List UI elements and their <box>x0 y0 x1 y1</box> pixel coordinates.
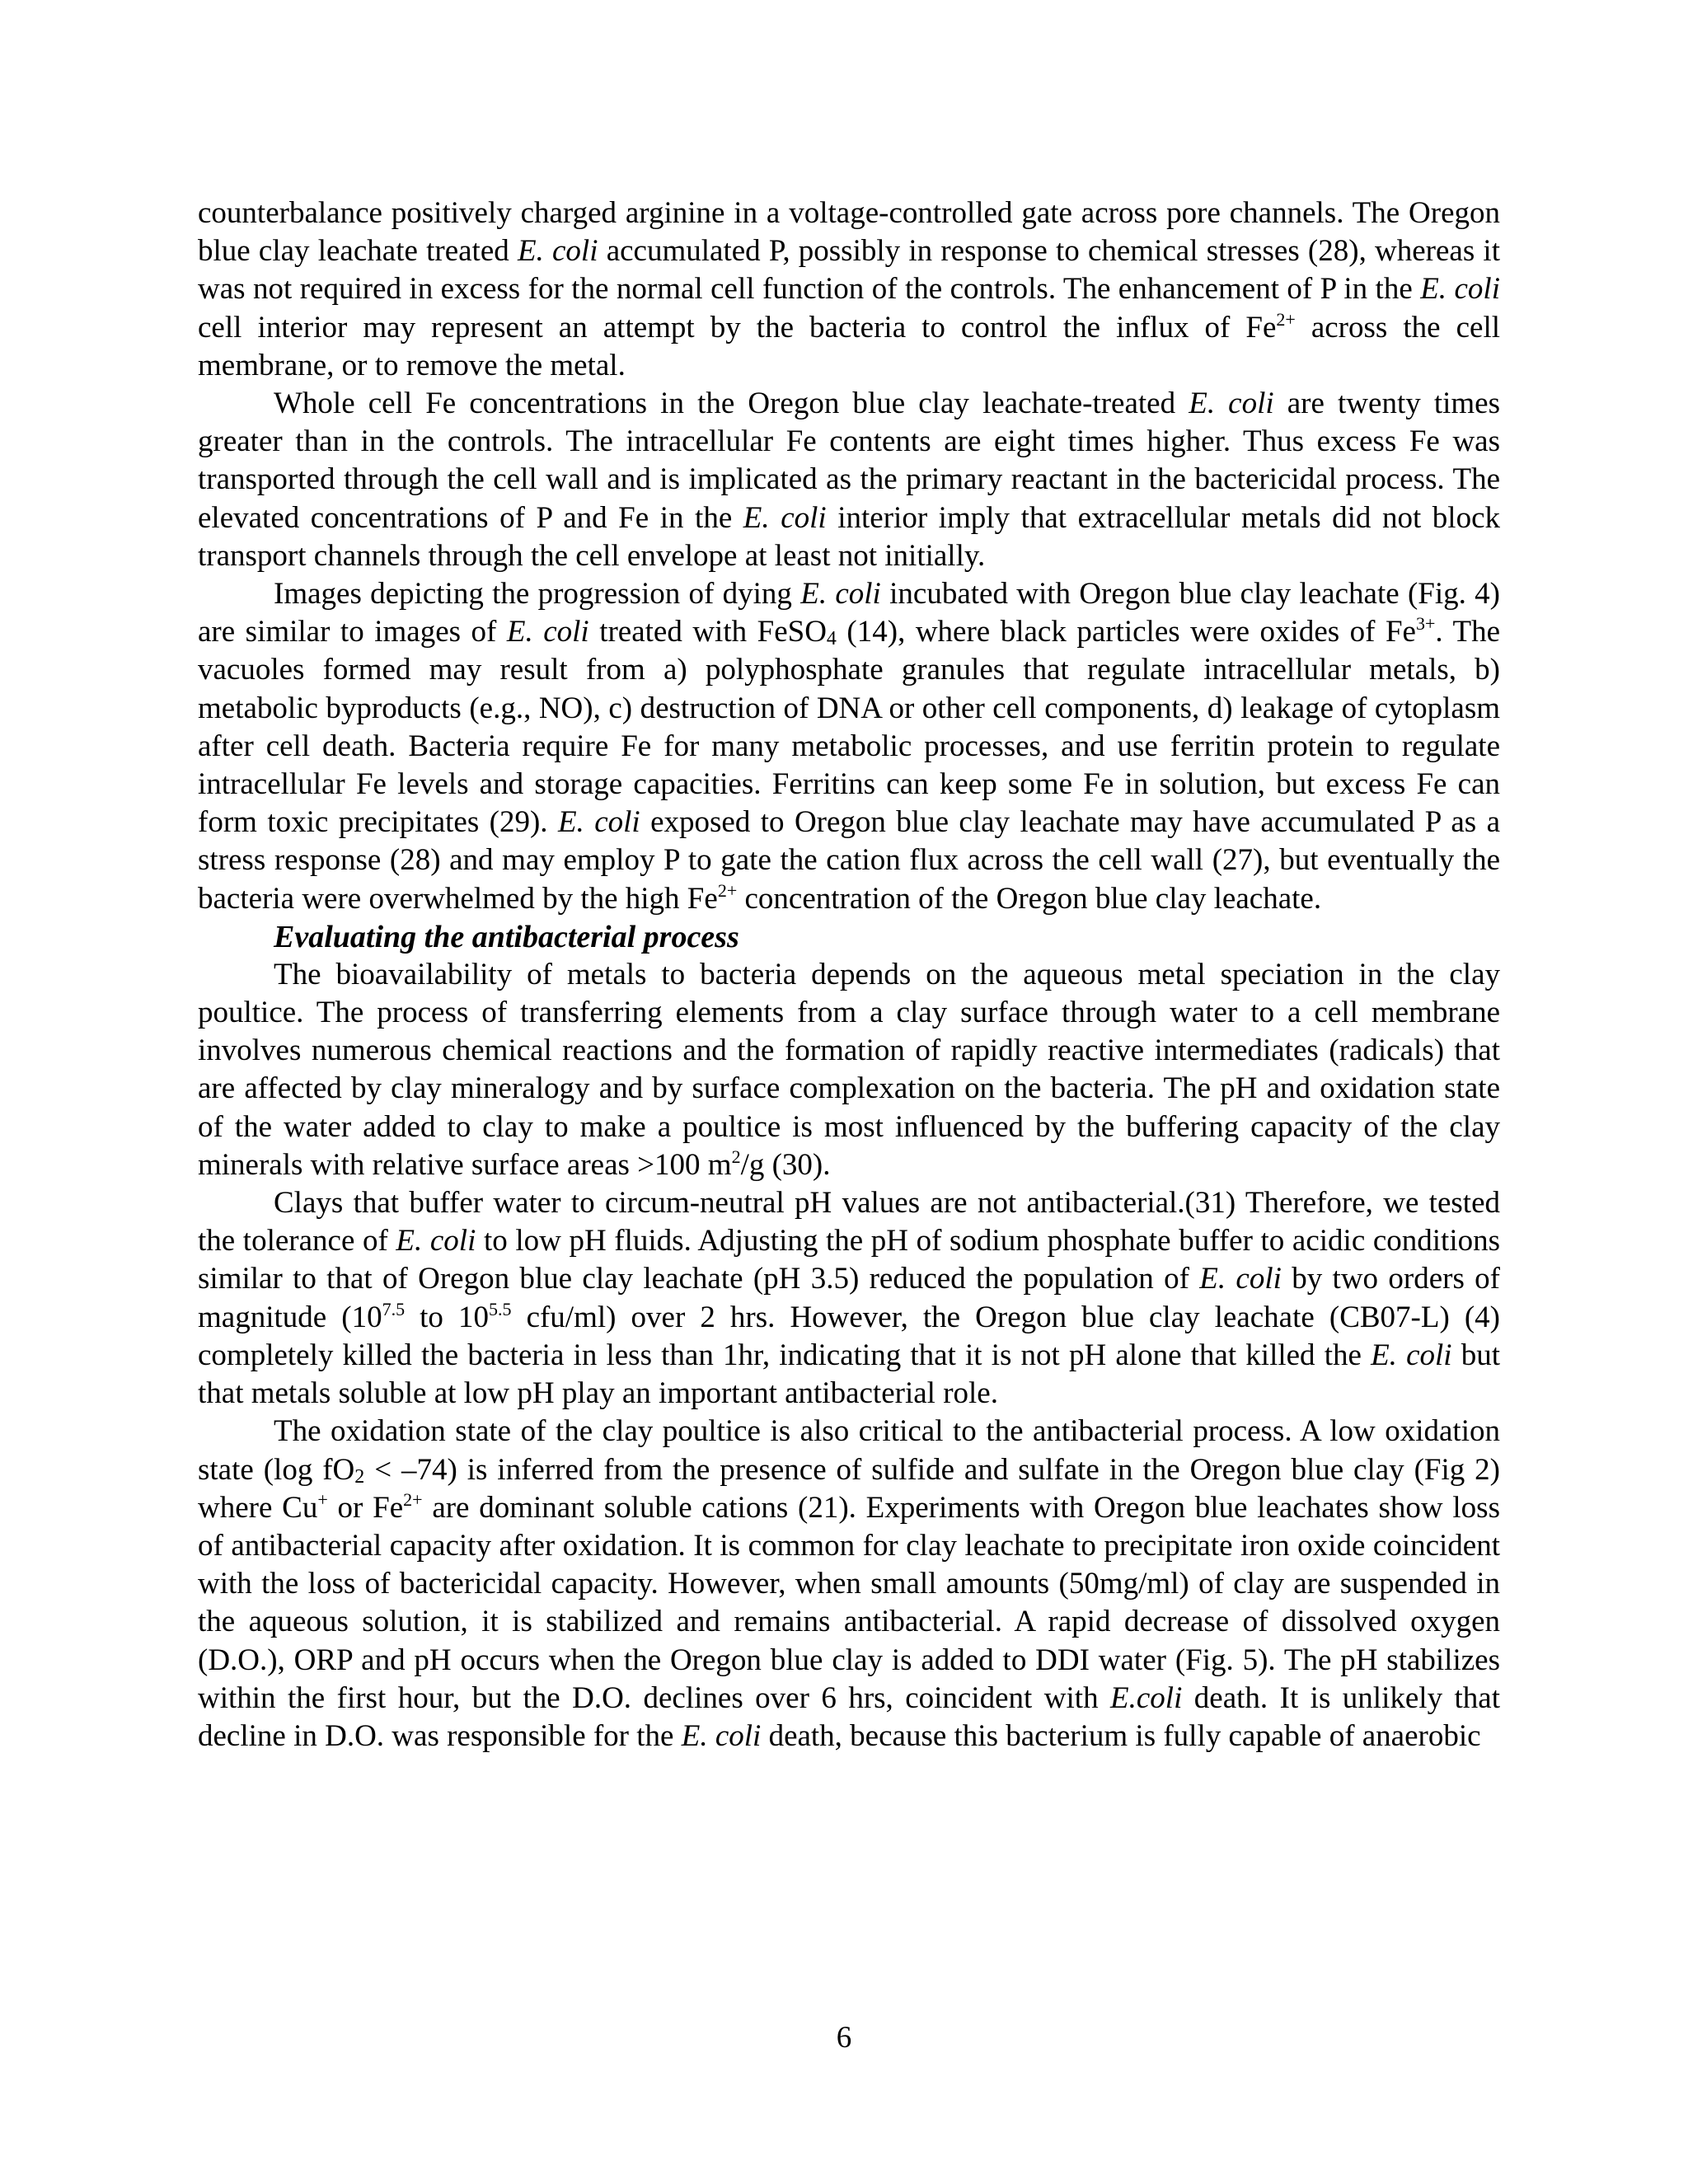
species-name: E. coli <box>506 615 589 649</box>
superscript: 3+ <box>1415 613 1436 635</box>
species-name: E. coli <box>396 1224 476 1258</box>
species-name: E. coli <box>557 805 640 840</box>
paragraph-2 <box>198 385 1500 575</box>
paragraph-4 <box>198 956 1500 1184</box>
superscript: 2+ <box>1276 308 1296 330</box>
superscript: 7.5 <box>382 1298 406 1319</box>
text-run: The oxidation state of the clay poultice is also critical to the antibacterial process. A low oxidation state (log fO <box>198 1414 1500 1487</box>
subscript: 2 <box>354 1465 365 1488</box>
species-name: E. coli <box>1420 272 1500 307</box>
text-run: (14), where black particles were oxides of Fe <box>836 615 1416 649</box>
text-run: but that metals soluble at low pH play an important antibacterial role. <box>198 1338 1500 1411</box>
text-run: cell interior may represent an attempt by the bacteria to control the influx of Fe <box>198 310 1277 344</box>
text-run: cfu/ml) over 2 hrs. However, the Oregon blue clay leachate (CB07-L) (4) completely killed the bacteria in less than 1hr, indicating that it is not pH alone that killed the <box>198 1300 1500 1372</box>
text-run: . The vacuoles formed may result from a) polyphosphate granules that regulate intracellular metals, b) metabolic byproducts (e.g., NO), c) destruction of DNA or other cell components, d) leakage of cytoplasm after cell death. Bacteria require Fe for many metabolic processes, and use ferritin protein to regulate intracellular Fe levels and storage capacities. Ferritins can keep some Fe in solution, but excess Fe can form toxic precipitates (29). <box>198 615 1500 840</box>
paragraph-1 <box>198 194 1500 385</box>
superscript: 2+ <box>403 1488 423 1510</box>
subscript: 4 <box>826 628 837 650</box>
species-name: E. coli <box>1371 1338 1452 1372</box>
species-name: E.coli <box>1110 1680 1183 1715</box>
text-run: Clays that buffer water to circum-neutral pH values are not antibacterial.(31) Therefore, we tested the tolerance of <box>198 1186 1500 1258</box>
species-name: E. coli <box>681 1718 762 1753</box>
text-run: The bioavailability of metals to bacteria depends on the aqueous metal speciation in the clay poultice. The process of transferring elements from a clay surface through water to a cell membrane involves numerous chemical reactions and the formation of rapidly reactive intermediates (radicals) that are affected by clay mineralogy and by surface complexation on the bacteria. The pH and oxidation state of the water added to clay to make a poultice is most influenced by the buffering capacity of the clay minerals with relative surface areas >100 m <box>198 957 1500 1182</box>
section-heading: Evaluating the antibacterial process <box>274 919 739 954</box>
species-name: E. coli <box>743 500 827 535</box>
text-run: to low pH fluids. Adjusting the pH of sodium phosphate buffer to acidic conditions similar to that of Oregon blue clay leachate (pH 3.5) reduced the population of <box>198 1224 1501 1296</box>
text-run: Images depicting the progression of dying <box>274 577 801 612</box>
species-name: E. coli <box>800 577 881 612</box>
text-run: or Fe <box>327 1490 404 1525</box>
text-run: Whole cell Fe concentrations in the Oregon blue clay leachate-treated <box>274 387 1189 421</box>
species-name: E. coli <box>1199 1262 1282 1296</box>
text-run: interior imply that extracellular metals did not block transport channels through the cell envelope at least not initially. <box>198 500 1500 573</box>
text-run: across the cell membrane, or to remove the metal. <box>198 310 1500 382</box>
paragraph-5 <box>198 1184 1500 1413</box>
text-run: are dominant soluble cations (21). Experiments with Oregon blue leachates show loss of antibacterial capacity after oxidation. It is common for clay leachate to precipitate iron oxide coincident with the loss of bactericidal capacity. However, when small amounts (50mg/ml) of clay are suspended in the aqueous solution, it is stabilized and remains antibacterial. A rapid decrease of dissolved oxygen (D.O.), ORP and pH occurs when the Oregon blue clay is added to DDI water (Fig. 5). The pH stabilizes within the first hour, but the D.O. declines over 6 hrs, coincident with <box>198 1490 1500 1715</box>
superscript: 2+ <box>717 879 738 901</box>
text-run: are twenty times greater than in the controls. The intracellular Fe contents are eight times higher. Thus excess Fe was transported through the cell wall and is implicated as the primary reactant in the bactericidal process. The elevated concentrations of P and Fe in the <box>198 387 1500 535</box>
superscript: 2 <box>731 1146 741 1167</box>
superscript: 5.5 <box>489 1298 512 1319</box>
text-run: /g (30). <box>740 1147 831 1182</box>
text-run: incubated with Oregon blue clay leachate (Fig. 4) are similar to images of <box>198 577 1500 649</box>
text-run: to 10 <box>405 1300 489 1334</box>
text-run: by two orders of magnitude (10 <box>198 1262 1500 1334</box>
paragraph-6 <box>198 1413 1500 1755</box>
text-run: death. It is unlikely that decline in D.O. was responsible for the <box>198 1680 1500 1753</box>
species-name: E. coli <box>1189 387 1274 421</box>
body-text <box>198 194 1500 1755</box>
text-run: < –74) is inferred from the presence of sulfide and sulfate in the Oregon blue clay (Fig 2) where Cu <box>198 1452 1500 1525</box>
species-name: E. coli <box>517 234 598 269</box>
page-number: 6 <box>836 2021 852 2055</box>
text-run: accumulated P, possibly in response to chemical stresses (28), whereas it was not required in excess for the normal cell function of the controls. The enhancement of P in the <box>198 234 1500 307</box>
text-run: concentration of the Oregon blue clay leachate. <box>737 881 1322 916</box>
text-run: treated with FeSO <box>588 615 827 649</box>
text-run: exposed to Oregon blue clay leachate may have accumulated P as a stress response (28) and may employ P to gate the cation flux across the cell wall (27), but eventually the bacteria were overwhelmed by the high Fe <box>198 805 1500 916</box>
paragraph-3 <box>198 575 1500 918</box>
superscript: + <box>317 1488 328 1510</box>
text-run: counterbalance positively charged arginine in a voltage-controlled gate across pore channels. The Oregon blue clay leachate treated <box>198 196 1500 269</box>
text-run: death, because this bacterium is fully capable of anaerobic <box>761 1718 1481 1753</box>
